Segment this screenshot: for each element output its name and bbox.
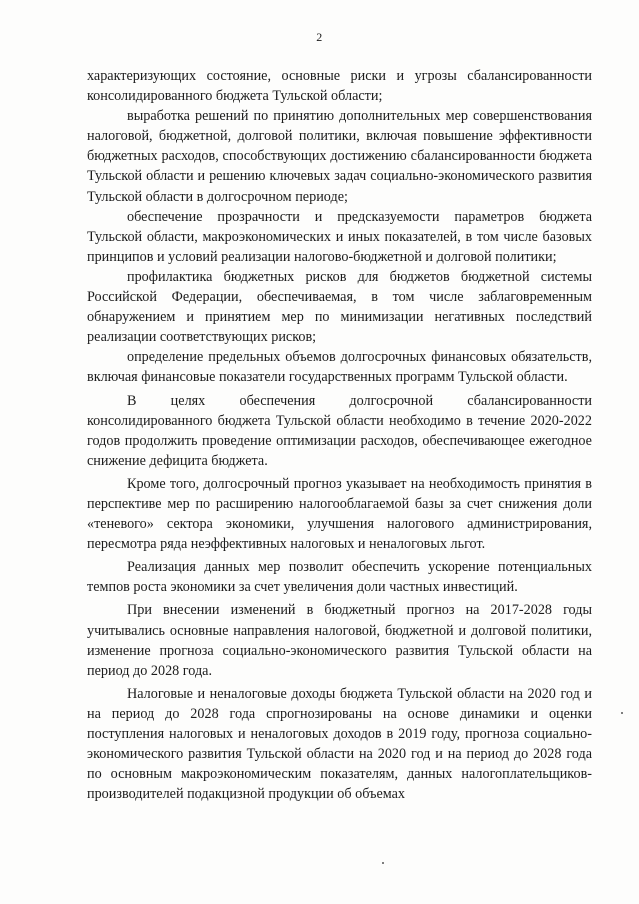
- paragraph-transparency: обеспечение прозрачности и предсказуемости параметров бюджета Тульской области, макроэкономических и иных показателей, в том числе базовых принципов и условий реализации налогово-бюджетной и долговой политики;: [87, 208, 592, 265]
- paragraph-obligation-limits: определение предельных объемов долгосрочных финансовых обязательств, включая финансовые показатели государственных программ Тульской области.: [87, 349, 592, 386]
- scan-speck: [621, 712, 623, 714]
- document-body: [87, 66, 592, 804]
- page-number: 2: [316, 30, 323, 44]
- paragraph-tax-base: Кроме того, долгосрочный прогноз указывает на необходимость принятия в перспективе мер по расширению налогооблагаемой базы за счет снижения доли «теневого» сектора экономики, улучшения налогового администрирования, пересмотра ряда неэффективных налоговых и неналоговых льгот.: [87, 475, 592, 553]
- paragraph-forecast-changes: При внесении изменений в бюджетный прогноз на 2017-2028 годы учитывались основные направления налоговой, бюджетной и долговой политики, изменение прогноза социально-экономического развития Тульской области на период до 2028 года.: [87, 602, 592, 679]
- paragraph-continuation: характеризующих состояние, основные риски и угрозы сбалансированности консолидированного бюджета Тульской области;: [87, 68, 592, 105]
- paragraph-risk-prevention: профилактика бюджетных рисков для бюджетов бюджетной системы Российской Федерации, обеспечиваемая, в том числе заблаговременным обнаружением и принятием мер по минимизации негативных последствий реализации соответствующих рисков;: [87, 268, 592, 346]
- paragraph-develop-measures: выработка решений по принятию дополнительных мер совершенствования налоговой, бюджетной, долговой политики, включая повышение эффективности бюджетных расходов, способствующих достижению сбалансированности бюджета Тульской области и решению ключевых задач социально-экономического развития Тульской области в долгосрочном периоде;: [87, 108, 592, 205]
- paragraph-growth: Реализация данных мер позволит обеспечить ускорение потенциальных темпов роста экономики за счет увеличения доли частных инвестиций.: [87, 559, 592, 596]
- paragraph-revenue-forecast: Налоговые и неналоговые доходы бюджета Тульской области на 2020 год и на период до 2028 года спрогнозированы на основе динамики и оценки поступления налоговых и неналоговых доходов в 2019 году, прогноза социально-экономического развития Тульской области на 2020 год и на период до 2028 года по основным макроэкономическим показателям, данных налогоплательщиков-производителей подакцизной продукции об объемах: [87, 685, 592, 803]
- scan-speck: [382, 862, 384, 864]
- paragraph-balance-goals: В целях обеспечения долгосрочной сбалансированности консолидированного бюджета Тульской области необходимо в течение 2020-2022 годов продолжить проведение оптимизации расходов, обеспечивающее ежегодное снижение дефицита бюджета.: [87, 392, 592, 469]
